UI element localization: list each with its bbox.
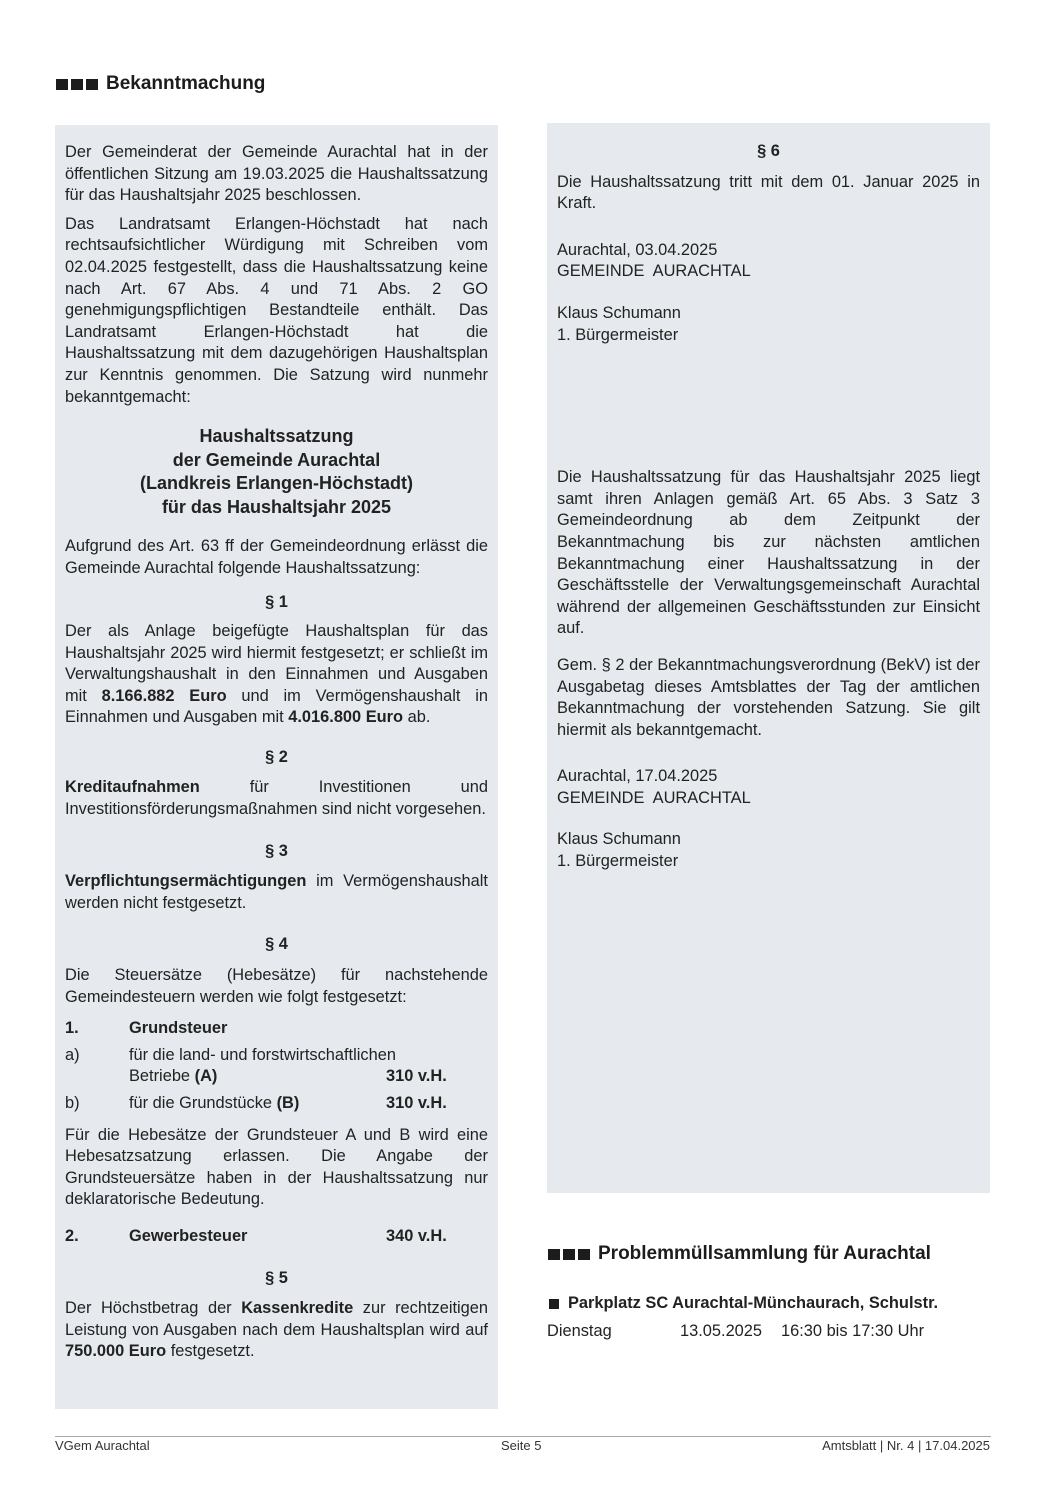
bold-term: Kassenkredite xyxy=(241,1299,354,1318)
tax-row-grundsteuer xyxy=(65,1018,488,1040)
text-run: für die Grundstücke xyxy=(129,1094,277,1112)
text-run: Der Höchstbetrag der xyxy=(65,1299,242,1318)
tax-description xyxy=(129,1093,386,1115)
amount-kassenkredite: 750.000 Euro xyxy=(65,1342,167,1361)
tax-key: a) xyxy=(65,1045,80,1064)
signature-place-date: Aurachtal, 03.04.2025 xyxy=(557,240,718,259)
statute-title-line: (Landkreis Erlangen-Höchstadt) xyxy=(139,473,414,494)
signature-block-2 xyxy=(557,766,980,872)
section-heading-problemmuell xyxy=(548,1243,931,1265)
bold-term: Kreditaufnahmen xyxy=(65,778,200,797)
collection-time: 16:30 bis 17:30 Uhr xyxy=(781,1322,925,1340)
tax-description xyxy=(129,1066,386,1088)
tax-row-a-cont xyxy=(65,1066,488,1088)
paragraph-3-text xyxy=(65,871,488,914)
amount-vermoegenshaushalt: 4.016.800 Euro xyxy=(288,708,404,727)
paragraph-1-text xyxy=(65,621,488,729)
signature-name: Klaus Schumann xyxy=(557,303,681,322)
statute-title xyxy=(65,425,488,519)
signature-role: 1. Bürgermeister xyxy=(557,325,679,344)
paragraph-2-text xyxy=(65,777,488,820)
tax-row-gewerbesteuer xyxy=(65,1226,488,1248)
paragraph-heading-5: § 5 xyxy=(265,1268,288,1287)
heading-squares-icon xyxy=(56,79,98,90)
statute-title-line: für das Haushaltsjahr 2025 xyxy=(161,496,392,517)
tax-label: Grundsteuer xyxy=(129,1019,228,1038)
tax-number: 1. xyxy=(65,1019,79,1038)
collection-location xyxy=(549,1294,938,1313)
announcement-box-right xyxy=(547,123,990,1193)
footer-divider xyxy=(55,1436,991,1437)
inspection-notice: Die Haushaltssatzung für das Haushaltsjahr 2025 liegt samt ihren Anlagen gemäß Art. 65 Abs. 3 Satz 3 Gemeindeordnung ab dem Zeitpunkt der Bekanntmachung bis zur nächsten amtlichen Bekanntmachung einer Haushaltssatzung in der Geschäftsstelle der Verwaltungsgemeinschaft Aurachtal während der allgemeinen Geschäftsstunden zur Einsicht auf. xyxy=(557,468,980,638)
intro-paragraph-1: Der Gemeinderat der Gemeinde Aurachtal hat in der öffentlichen Sitzung am 19.03.2025 die Haushaltssatzung für das Haushaltsjahr 2025 beschlossen. xyxy=(65,143,488,205)
grundsteuer-note: Für die Hebesätze der Grundsteuer A und B wird eine Hebesatzsatzung erlassen. Die Angabe der Grundsteuersätze haben in der Haushaltssatzung nur deklaratorische Bedeutung. xyxy=(65,1125,488,1209)
signature-organization: GEMEINDE AURACHTAL xyxy=(557,788,751,807)
text-run: Betriebe xyxy=(129,1067,195,1086)
tax-table xyxy=(65,1018,488,1114)
paragraph-5-text xyxy=(65,1298,488,1363)
tax-row-b xyxy=(65,1093,488,1115)
signature-block-1 xyxy=(557,240,980,346)
collection-schedule-row xyxy=(547,1322,924,1341)
collection-day: Dienstag xyxy=(547,1322,612,1340)
text-run: und im Vermögenshaushalt in Einnahmen und Ausgaben mit xyxy=(65,686,489,727)
tax-rate-value: 340 v.H. xyxy=(386,1226,447,1245)
intro-paragraph-2: Das Landratsamt Erlangen-Höchstadt hat nach rechtsaufsichtlicher Würdigung mit Schreiben vom 02.04.2025 festgestellt, dass die Haushaltssatzung keine nach Art. 67 Abs. 4 und 71 Abs. 2 GO genehmigungspflichtigen Bestandteile enthält. Das Landratsamt Erlangen-Höchstadt hat die Haushaltssatzung mit dem dazugehörigen Haushaltsplan zur Kenntnis genommen. Die Satzung wird nunmehr bekanntgemacht: xyxy=(65,214,488,406)
tax-description: für die land- und forstwirtschaftlichen xyxy=(129,1045,396,1064)
paragraph-4-text: Die Steuersätze (Hebesätze) für nachstehende Gemeindesteuern werden wie folgt festgesetzt: xyxy=(65,966,488,1006)
paragraph-6-text: Die Haushaltssatzung tritt mit dem 01. Januar 2025 in Kraft. xyxy=(557,172,980,213)
bold-term: (A) xyxy=(194,1067,218,1086)
bold-term: Verpflichtungsermächtigungen xyxy=(65,872,307,891)
statute-title-line: Haushaltssatzung xyxy=(199,426,354,447)
text-run: Der als Anlage beigefügte Haushaltsplan für das Haushaltsjahr 2025 wird hiermit festgesetzt; er schließt im Verwaltungshaushalt in den Einnahmen und Ausgaben mit xyxy=(65,621,488,705)
announcement-box-left xyxy=(55,125,498,1409)
tax-rate-value: 310 v.H. xyxy=(386,1067,447,1086)
paragraph-heading-4: § 4 xyxy=(265,935,288,954)
paragraph-heading-2: § 2 xyxy=(265,747,288,766)
signature-organization: GEMEINDE AURACHTAL xyxy=(557,262,751,281)
text-run: festgesetzt. xyxy=(166,1342,255,1361)
signature-name: Klaus Schumann xyxy=(557,830,681,849)
tax-key: b) xyxy=(65,1094,80,1112)
section-heading-bekanntmachung xyxy=(56,73,265,95)
paragraph-heading-3: § 3 xyxy=(265,841,288,860)
tax-label: Gewerbesteuer xyxy=(129,1226,248,1245)
amount-verwaltungshaushalt: 8.166.882 Euro xyxy=(101,686,227,705)
tax-number: 2. xyxy=(65,1226,79,1245)
preamble: Aufgrund des Art. 63 ff der Gemeindeordnung erlässt die Gemeinde Aurachtal folgende Haushaltssatzung: xyxy=(65,537,488,577)
text-run: zur rechtzeitigen Leistung von Ausgaben nach dem Haushaltsplan wird auf xyxy=(65,1299,489,1339)
heading-squares-icon xyxy=(548,1249,590,1260)
collection-date: 13.05.2025 xyxy=(680,1322,763,1340)
text-run: ab. xyxy=(403,708,431,727)
footer-right: Amtsblatt | Nr. 4 | 17.04.2025 xyxy=(822,1438,990,1453)
bullet-square-icon xyxy=(549,1299,559,1309)
tax-rate-value: 310 v.H. xyxy=(386,1094,447,1112)
tax-row-a xyxy=(65,1045,488,1067)
heading-text: Problemmüllsammlung für Aurachtal xyxy=(598,1243,931,1264)
paragraph-heading-6: § 6 xyxy=(757,142,780,160)
footer-page-number: Seite 5 xyxy=(501,1438,542,1453)
signature-place-date: Aurachtal, 17.04.2025 xyxy=(557,767,718,786)
bold-term: (B) xyxy=(276,1094,300,1112)
paragraph-heading-1: § 1 xyxy=(265,593,288,612)
collection-location-text: Parkplatz SC Aurachtal-Münchaurach, Schulstr. xyxy=(568,1294,939,1312)
text-run: für Investitionen und Investitionsförderungsmaßnahmen sind nicht vorgesehen. xyxy=(65,778,488,819)
footer-left: VGem Aurachtal xyxy=(55,1438,150,1453)
text-run: im Vermögenshaushalt werden nicht festgesetzt. xyxy=(65,872,488,912)
signature-role: 1. Bürgermeister xyxy=(557,852,679,871)
statute-title-line: der Gemeinde Aurachtal xyxy=(172,449,381,470)
bekv-notice: Gem. § 2 der Bekanntmachungsverordnung (BekV) ist der Ausgabetag dieses Amtsblattes der Tag der amtlichen Bekanntmachung der vorstehenden Satzung. Sie gilt hiermit als bekanntgemacht. xyxy=(557,655,980,739)
heading-text: Bekanntmachung xyxy=(106,73,266,94)
